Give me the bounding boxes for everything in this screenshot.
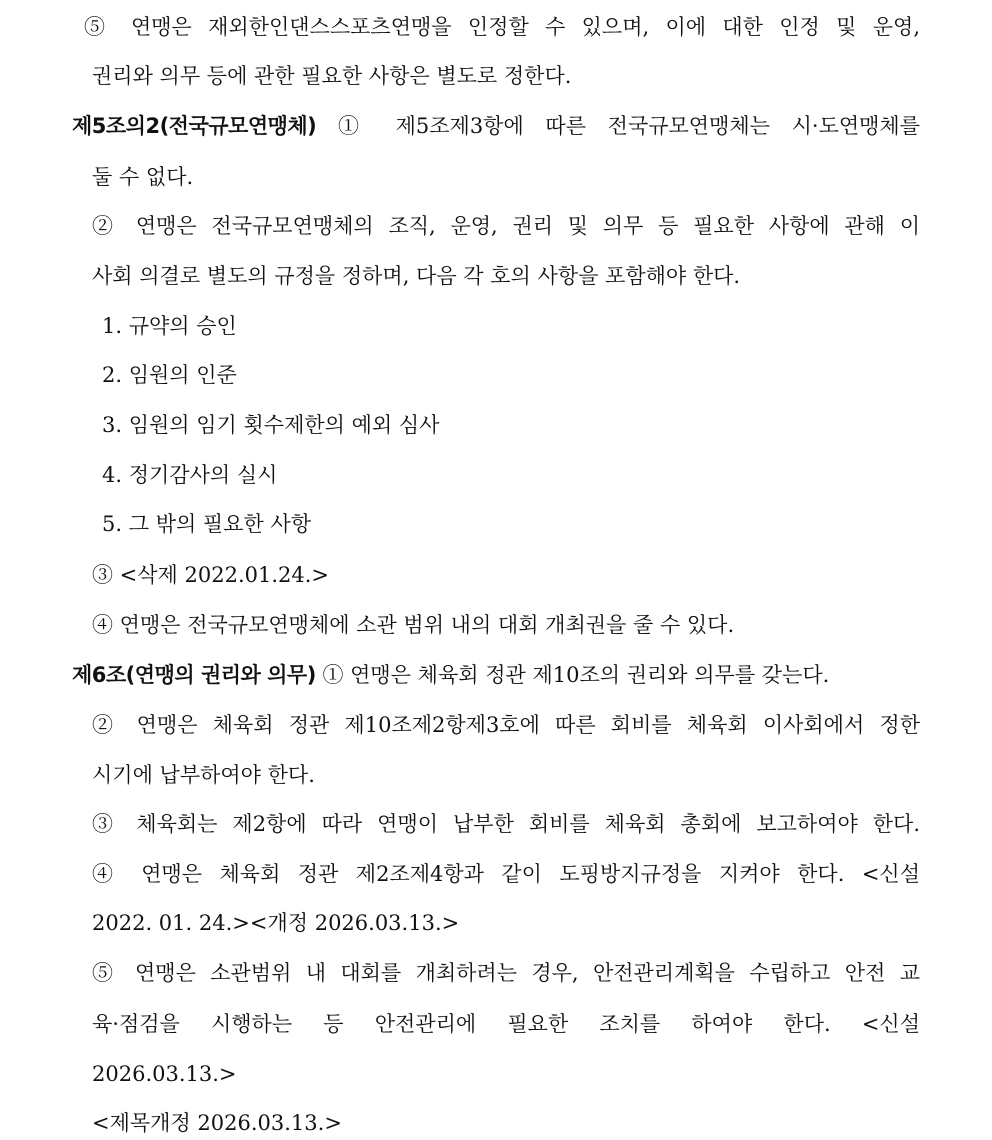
text-line: ④ 연맹은 전국규모연맹체에 소관 범위 내의 대회 개최권을 줄 수 있다. <box>92 613 735 637</box>
text-line: <제목개정 2026.03.13.> <box>92 1111 342 1135</box>
text-line: 사회 의결로 별도의 규정을 정하며, 다음 각 호의 사항을 포함해야 한다. <box>92 264 741 288</box>
list-item: 3. 임원의 임기 횟수제한의 예외 심사 <box>102 413 440 437</box>
text-line: ⑤ 연맹은 소관범위 내 대회를 개최하려는 경우, 안전관리계획을 수립하고 안전 교 <box>92 961 920 985</box>
article-text: ① 제5조제3항에 따른 전국규모연맹체는 시·도연맹체를 <box>316 114 920 138</box>
list-item: 5. 그 밖의 필요한 사항 <box>102 512 312 536</box>
list-item: 1. 규약의 승인 <box>102 314 237 338</box>
text-line: 육·점검을 시행하는 등 안전관리에 필요한 조치를 하여야 한다. <신설 <box>92 1012 920 1036</box>
text-line: 시기에 납부하여야 한다. <box>92 763 315 787</box>
list-item: 4. 정기감사의 실시 <box>102 463 278 487</box>
text-line: ④ 연맹은 체육회 정관 제2조제4항과 같이 도핑방지규정을 지켜야 한다. <신설 <box>92 862 920 886</box>
text-line: ② 연맹은 체육회 정관 제10조제2항제3호에 따른 회비를 체육회 이사회에서 정한 <box>92 713 920 737</box>
article-heading: 제5조의2(전국규모연맹체) <box>72 114 317 138</box>
text-line: ③ <삭제 2022.01.24.> <box>92 563 330 587</box>
list-item: 2. 임원의 인준 <box>102 363 237 387</box>
text-line: 2022. 01. 24.><개정 2026.03.13.> <box>92 911 460 935</box>
text-line: ③ 체육회는 제2항에 따라 연맹이 납부한 회비를 체육회 총회에 보고하여야 한다. <box>92 812 920 836</box>
article-5-2-line <box>72 111 920 141</box>
text-line: ② 연맹은 전국규모연맹체의 조직, 운영, 권리 및 의무 등 필요한 사항에 관해 이 <box>92 214 920 238</box>
article-heading: 제6조(연맹의 권리와 의무) <box>72 663 316 687</box>
article-6-line <box>72 660 920 690</box>
text-line: 2026.03.13.> <box>92 1062 237 1086</box>
text-line: 권리와 의무 등에 관한 필요한 사항은 별도로 정한다. <box>92 64 572 88</box>
text-line: 둘 수 없다. <box>92 165 194 189</box>
text-line: ⑤ 연맹은 재외한인댄스스포츠연맹을 인정할 수 있으며, 이에 대한 인정 및 운영, <box>84 15 920 39</box>
article-text: ① 연맹은 체육회 정관 제10조의 권리와 의무를 갖는다. <box>315 663 830 687</box>
